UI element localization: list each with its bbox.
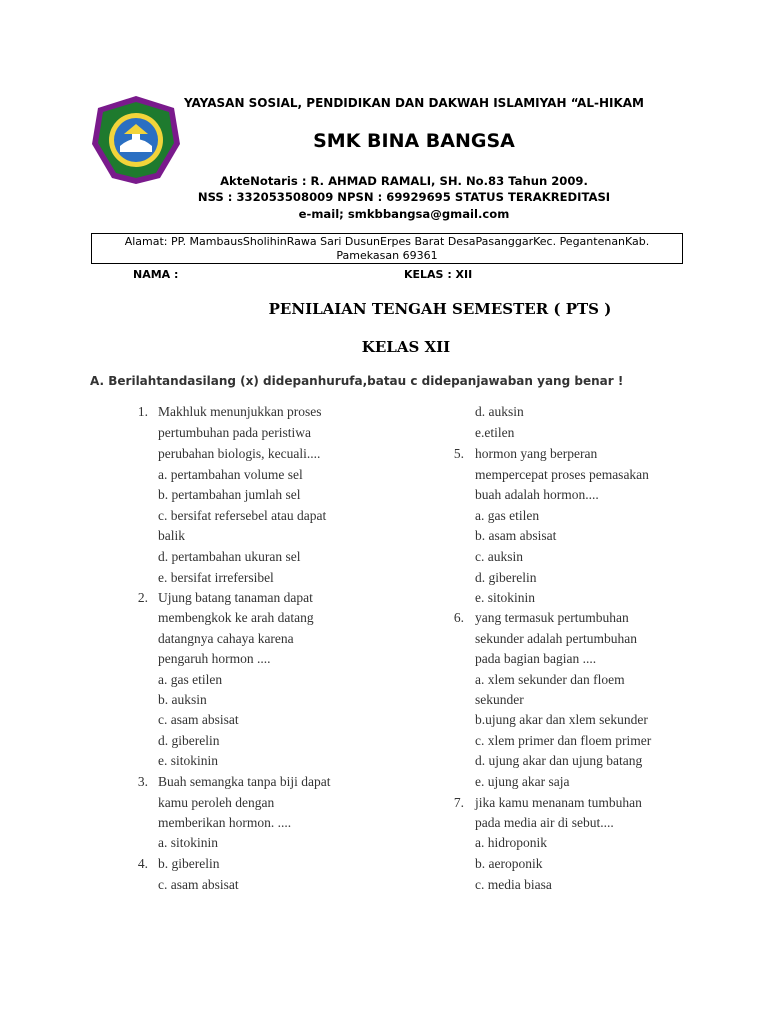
answer-option: d. giberelin: [475, 570, 537, 585]
answer-option: balik: [158, 528, 185, 543]
school-registration: NSS : 332053508009 NPSN : 69929695 STATUS TERAKREDITASI: [197, 190, 611, 204]
answer-option: a. pertambahan volume sel: [158, 467, 303, 482]
school-email: e-mail; smkbbangsa@gmail.com: [298, 207, 510, 221]
school-name: SMK BINA BANGSA: [313, 130, 515, 152]
instruction-text: A. Berilahtandasilang (x) didepanhurufa,batau c didepanjawaban yang benar !: [90, 374, 624, 388]
question-text: pada bagian bagian ....: [475, 651, 597, 666]
question-text: hormon yang berperan: [475, 446, 598, 461]
name-label: NAMA :: [133, 268, 179, 281]
answer-option: e. sitokinin: [475, 590, 535, 605]
question-number: 6.: [453, 610, 464, 625]
answer-option: a. hidroponik: [475, 835, 547, 850]
answer-option: d. giberelin: [158, 733, 220, 748]
answer-option: a. gas etilen: [158, 672, 223, 687]
question-number: 5.: [453, 446, 464, 461]
question-number: 2.: [137, 590, 148, 605]
answer-option: b. aeroponik: [475, 856, 543, 871]
answer-option: d. ujung akar dan ujung batang: [475, 753, 643, 768]
class-title: KELAS XII: [361, 338, 451, 356]
answer-option: e. sitokinin: [158, 753, 218, 768]
question-number: 3.: [137, 774, 148, 789]
foundation-name: YAYASAN SOSIAL, PENDIDIKAN DAN DAKWAH ISLAMIYAH “AL-HIKAM: [184, 96, 644, 110]
answer-option: a. xlem sekunder dan floem: [475, 672, 625, 687]
question-text: yang termasuk pertumbuhan: [475, 610, 629, 625]
question-text: buah adalah hormon....: [475, 487, 599, 502]
answer-option: d. pertambahan ukuran sel: [158, 549, 301, 564]
answer-option: sekunder: [475, 692, 524, 707]
answer-option: c. bersifat refersebel atau dapat: [158, 508, 327, 523]
exam-title: PENILAIAN TENGAH SEMESTER ( PTS ): [268, 300, 612, 318]
question-text: kamu peroleh dengan: [158, 795, 275, 810]
answer-option: c. auksin: [475, 549, 523, 564]
question-text: pada media air di sebut....: [475, 815, 614, 830]
class-label: KELAS : XII: [404, 268, 473, 281]
address-line: Alamat: PP. MambausSholihinRawa Sari DusunErpes Barat DesaPasanggarKec. PegantenanKab.: [124, 235, 650, 248]
question-text: Buah semangka tanpa biji dapat: [158, 774, 331, 789]
answer-option: c. xlem primer dan floem primer: [475, 733, 652, 748]
answer-option: b.ujung akar dan xlem sekunder: [475, 712, 648, 727]
question-text: datangnya cahaya karena: [158, 631, 294, 646]
question-text: sekunder adalah pertumbuhan: [475, 631, 637, 646]
answer-option: e. ujung akar saja: [475, 774, 570, 789]
answer-option: d. auksin: [475, 404, 524, 419]
answer-option: c. asam absisat: [158, 877, 239, 892]
question-text: pertumbuhan pada peristiwa: [158, 425, 311, 440]
answer-option: b. asam absisat: [475, 528, 557, 543]
question-text: Ujung batang tanaman dapat: [158, 590, 313, 605]
answer-option: a. sitokinin: [158, 835, 218, 850]
answer-option: e.etilen: [475, 425, 515, 440]
address-box: [91, 233, 683, 264]
question-text: mempercepat proses pemasakan: [475, 467, 649, 482]
question-text: memberikan hormon. ....: [158, 815, 292, 830]
question-text: membengkok ke arah datang: [158, 610, 314, 625]
answer-option: c. asam absisat: [158, 712, 239, 727]
answer-option: a. gas etilen: [475, 508, 540, 523]
question-number: 4.: [137, 856, 148, 871]
question-number: 7.: [453, 795, 464, 810]
notary-deed: AkteNotaris : R. AHMAD RAMALI, SH. No.83 Tahun 2009.: [220, 174, 588, 188]
question-text: jika kamu menanam tumbuhan: [475, 795, 642, 810]
question-text: Makhluk menunjukkan proses: [158, 404, 322, 419]
address-line: Pamekasan 69361: [336, 249, 438, 262]
answer-option: b. pertambahan jumlah sel: [158, 487, 301, 502]
answer-option: b. auksin: [158, 692, 207, 707]
answer-option: c. media biasa: [475, 877, 552, 892]
answer-option: b. giberelin: [158, 856, 220, 871]
question-text: pengaruh hormon ....: [158, 651, 271, 666]
question-number: 1.: [137, 404, 148, 419]
question-text: perubahan biologis, kecuali....: [158, 446, 321, 461]
answer-option: e. bersifat irrefersibel: [158, 570, 274, 585]
